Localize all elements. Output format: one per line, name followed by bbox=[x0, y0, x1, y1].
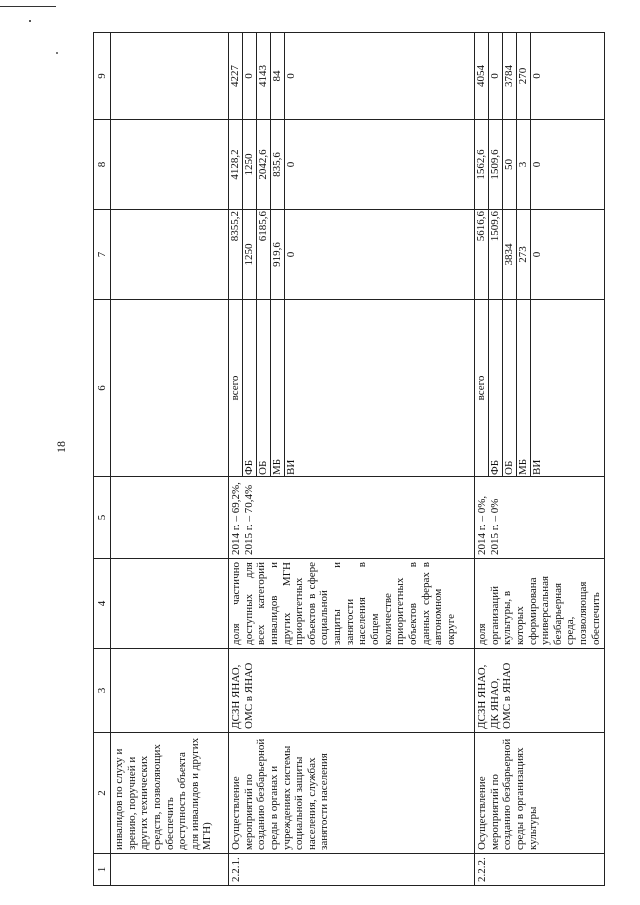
source: ВИ bbox=[285, 459, 298, 475]
row-number: 2.2.1. bbox=[229, 854, 475, 886]
amount: 1250 bbox=[243, 210, 257, 299]
header-row bbox=[94, 33, 111, 886]
col-header: 3 bbox=[94, 649, 111, 733]
amount: 3 bbox=[517, 120, 531, 209]
cell-empty bbox=[111, 649, 229, 733]
continuation-row bbox=[111, 33, 229, 886]
scan-speck bbox=[56, 52, 58, 54]
amounts-2015 bbox=[475, 33, 605, 120]
amount: 4227 bbox=[229, 33, 243, 119]
funding-sources bbox=[475, 300, 605, 477]
amount: 3784 bbox=[503, 33, 517, 119]
row-number: 2.2.2. bbox=[475, 854, 605, 886]
amount: 835,6 bbox=[271, 120, 285, 209]
source: ФБ bbox=[489, 300, 503, 476]
cell-empty bbox=[111, 477, 229, 559]
amount: 1250 bbox=[243, 120, 257, 209]
amount: 0 bbox=[531, 251, 544, 258]
amount: 0 bbox=[285, 161, 298, 168]
source: ОБ bbox=[503, 300, 517, 476]
measure-name: Осуществление мероприятий по созданию безбарьерной среды в органах и учреждениях системы социальной защиты населения, службах занятости населения bbox=[229, 733, 475, 854]
executors: ДСЗН ЯНАО, ОМС в ЯНАО bbox=[229, 649, 475, 733]
table-row bbox=[229, 33, 475, 886]
continued-item-text: инвалидов по слуху и зрению, поручней и других технических средств, позволяющих обеспечить доступность объекта для инвалидов и других МГН) bbox=[111, 733, 229, 854]
program-measures-table bbox=[93, 32, 605, 886]
cell-empty bbox=[111, 120, 229, 210]
amount: 273 bbox=[517, 210, 531, 299]
cell-empty bbox=[111, 300, 229, 477]
col-header: 1 bbox=[94, 854, 111, 886]
source: всего bbox=[475, 300, 489, 476]
source: ФБ bbox=[243, 300, 257, 476]
amount: 0 bbox=[285, 251, 298, 258]
amount: 4054 bbox=[475, 33, 489, 119]
amount: 1509,6 bbox=[489, 120, 503, 209]
indicator-value: 2014 г. – 0%, 2015 г. – 0% bbox=[475, 477, 605, 559]
col-header: 7 bbox=[94, 210, 111, 300]
col-header: 8 bbox=[94, 120, 111, 210]
amount: 3834 bbox=[503, 210, 517, 299]
amount: 0 bbox=[531, 161, 544, 168]
amount: 0 bbox=[285, 73, 298, 79]
amount: 84 bbox=[271, 33, 285, 119]
amount: 0 bbox=[243, 33, 257, 119]
amount: 270 bbox=[517, 33, 531, 119]
scan-speck bbox=[29, 20, 31, 22]
amounts-2014 bbox=[229, 120, 475, 210]
col-header: 6 bbox=[94, 300, 111, 477]
source: ВИ bbox=[531, 459, 544, 475]
amount: 8355,2 bbox=[229, 210, 243, 299]
indicator-value: 2014 г. – 69,2%, 2015 г. – 70,4% bbox=[229, 477, 475, 559]
executors: ДСЗН ЯНАО, ДК ЯНАО, ОМС в ЯНАО bbox=[475, 649, 605, 733]
amounts-2015 bbox=[229, 33, 475, 120]
measure-name: Осуществление мероприятий по созданию безбарьерной среды в организациях культуры bbox=[475, 733, 605, 854]
table-row bbox=[475, 33, 605, 886]
col-header: 2 bbox=[94, 733, 111, 854]
amount: 1562,6 bbox=[475, 120, 489, 209]
amount: 0 bbox=[489, 33, 503, 119]
amount: 0 bbox=[531, 73, 544, 79]
source: ОБ bbox=[257, 300, 271, 476]
rotated-table-wrapper bbox=[93, 33, 605, 886]
amount: 919,6 bbox=[271, 210, 285, 299]
indicator: доля частично доступных для всех категорий инвалидов и других МГН приоритетных объектов в сфере социальной защиты и занятости населения в общем количестве приоритетных объектов в данных сферах в автономном округе bbox=[229, 559, 475, 649]
total-amounts bbox=[229, 210, 475, 300]
source: всего bbox=[229, 300, 243, 476]
source: МБ bbox=[271, 300, 285, 476]
total-amounts bbox=[475, 210, 605, 300]
amount: 1509,6 bbox=[489, 210, 503, 299]
amount: 2042,6 bbox=[257, 120, 271, 209]
amount: 6185,6 bbox=[257, 210, 271, 299]
amount: 5616,6 bbox=[475, 210, 489, 299]
header-rule bbox=[0, 6, 56, 7]
cell-empty bbox=[111, 854, 229, 886]
funding-sources bbox=[229, 300, 475, 477]
amount: 50 bbox=[503, 120, 517, 209]
amount: 4143 bbox=[257, 33, 271, 119]
col-header: 4 bbox=[94, 559, 111, 649]
col-header: 9 bbox=[94, 33, 111, 120]
amount: 4128,2 bbox=[229, 120, 243, 209]
cell-empty bbox=[111, 33, 229, 120]
indicator: доля организаций культуры, в которых сформирована универсальная безбарьерная среда, позволяющая обеспечить bbox=[475, 559, 605, 649]
cell-empty bbox=[111, 559, 229, 649]
page-number: 18 bbox=[54, 441, 68, 453]
col-header: 5 bbox=[94, 477, 111, 559]
cell-empty bbox=[111, 210, 229, 300]
amounts-2014 bbox=[475, 120, 605, 210]
source: МБ bbox=[517, 300, 531, 476]
